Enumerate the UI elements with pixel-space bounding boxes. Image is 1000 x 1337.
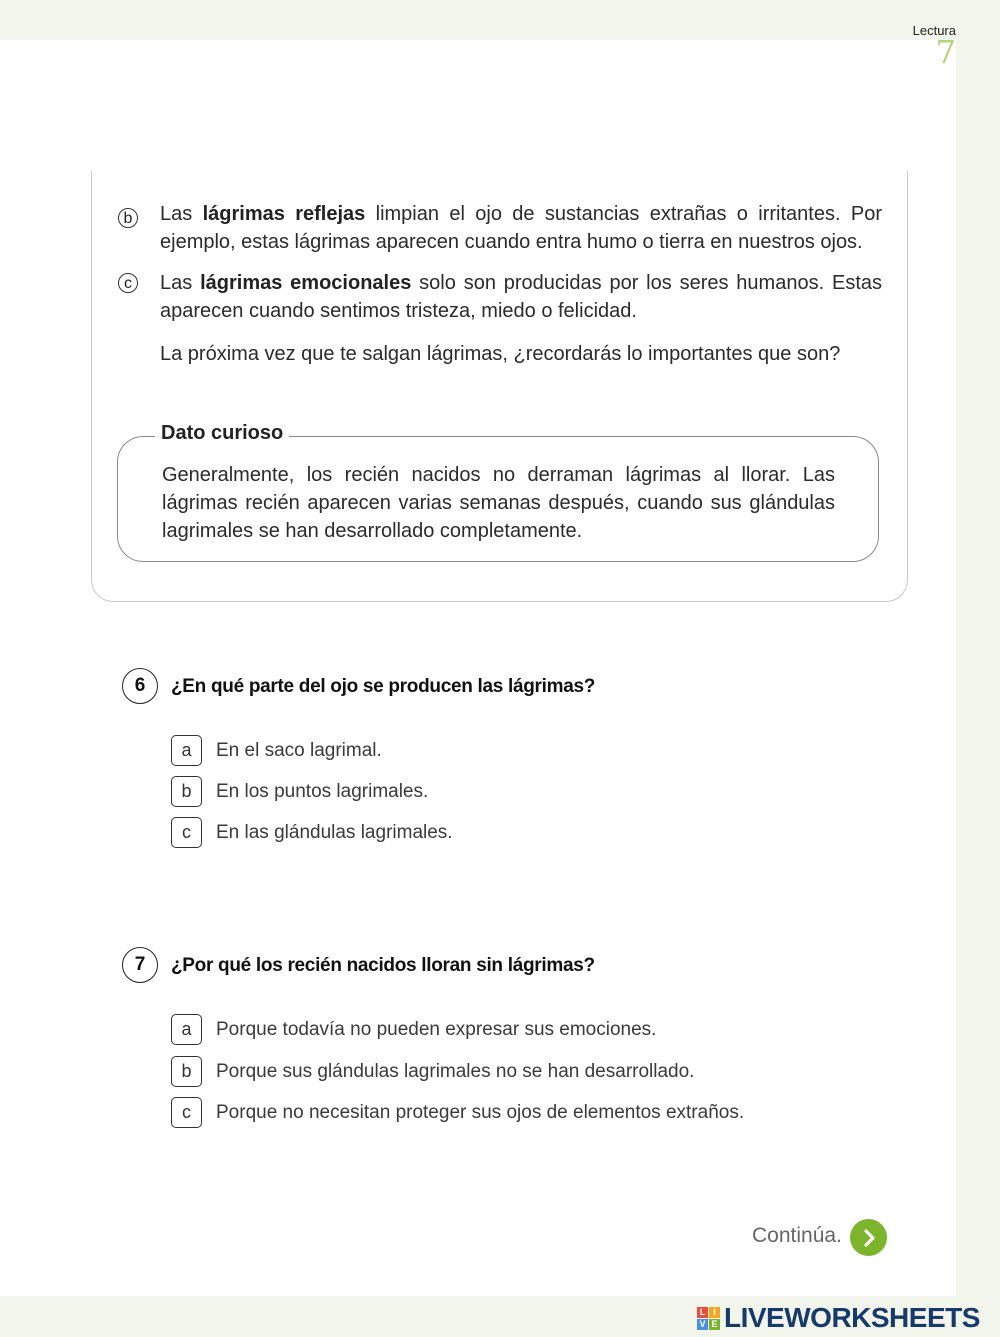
q6-option-a-checkbox[interactable]: a [171, 735, 202, 766]
paragraph-prefix: Las [160, 203, 203, 225]
term-emotional-tears: lágrimas emocionales [200, 272, 412, 294]
brand-logo-icon [697, 1307, 720, 1330]
brand-logo-letter: I [709, 1307, 720, 1318]
q7-option-c-text: Porque no necesitan proteger sus ojos de elementos extraños. [216, 1102, 745, 1123]
fun-fact-text: Generalmente, los recién nacidos no derraman lágrimas al llorar. Las lágrimas recién aparecen varias semanas después, cuando sus glándulas lagrimales se han desarrollado completamente. [162, 464, 835, 542]
q6-option-c-text: En las glándulas lagrimales. [216, 822, 453, 843]
paragraph-reflex-tears [160, 200, 882, 256]
top-band [0, 0, 1000, 40]
q7-option-a-checkbox[interactable]: a [171, 1014, 202, 1045]
term-reflex-tears: lágrimas reflejas [202, 203, 366, 225]
fun-fact-title: Dato curioso [155, 422, 289, 445]
q7-option-b-checkbox[interactable]: b [171, 1056, 202, 1087]
q6-option-b-text: En los puntos lagrimales. [216, 781, 429, 802]
q7-option-a-text: Porque todavía no pueden expresar sus emociones. [216, 1019, 657, 1040]
item-marker-c: c [118, 273, 138, 293]
paragraph-body: limpian el ojo de sustancias extrañas o irritantes. Por ejemplo, estas lágrimas aparecen cuando entra humo o tierra en nuestros ojos. [160, 203, 882, 253]
q6-option-a-text: En el saco lagrimal. [216, 740, 382, 761]
brand-name: LIVEWORKSHEETS [724, 1302, 980, 1333]
q6-option-c-checkbox[interactable]: c [171, 817, 202, 848]
question-number-7: 7 [122, 947, 158, 983]
paragraph-emotional-tears [160, 269, 882, 325]
paragraph-body: solo son producidas por los seres humanos. Estas aparecen cuando sentimos tristeza, miedo o felicidad. [160, 272, 882, 322]
q7-option-c-checkbox[interactable]: c [171, 1097, 202, 1128]
section-label: Lectura [912, 23, 956, 38]
question-number-6: 6 [122, 668, 158, 704]
continue-label: Continúa. [752, 1224, 842, 1247]
section-number: 7 [935, 33, 956, 71]
item-marker-b: b [118, 208, 138, 228]
question-7-text: ¿Por qué los recién nacidos lloran sin lágrimas? [171, 955, 595, 976]
chevron-right-icon [859, 1228, 879, 1248]
q6-option-b-checkbox[interactable]: b [171, 776, 202, 807]
brand-logo-letter: L [697, 1307, 708, 1318]
continue-button[interactable] [850, 1219, 887, 1256]
q7-option-b-text: Porque sus glándulas lagrimales no se han desarrollado. [216, 1061, 695, 1082]
paragraph-prefix: Las [160, 272, 201, 294]
question-6-text: ¿En qué parte del ojo se producen las lágrimas? [171, 676, 596, 697]
brand-logo-letter: V [697, 1319, 708, 1330]
right-margin-band [956, 0, 1000, 1337]
closing-question: La próxima vez que te salgan lágrimas, ¿recordarás lo importantes que son? [160, 343, 841, 365]
brand-logo-letter: E [709, 1319, 720, 1330]
liveworksheets-brand [697, 1302, 980, 1334]
